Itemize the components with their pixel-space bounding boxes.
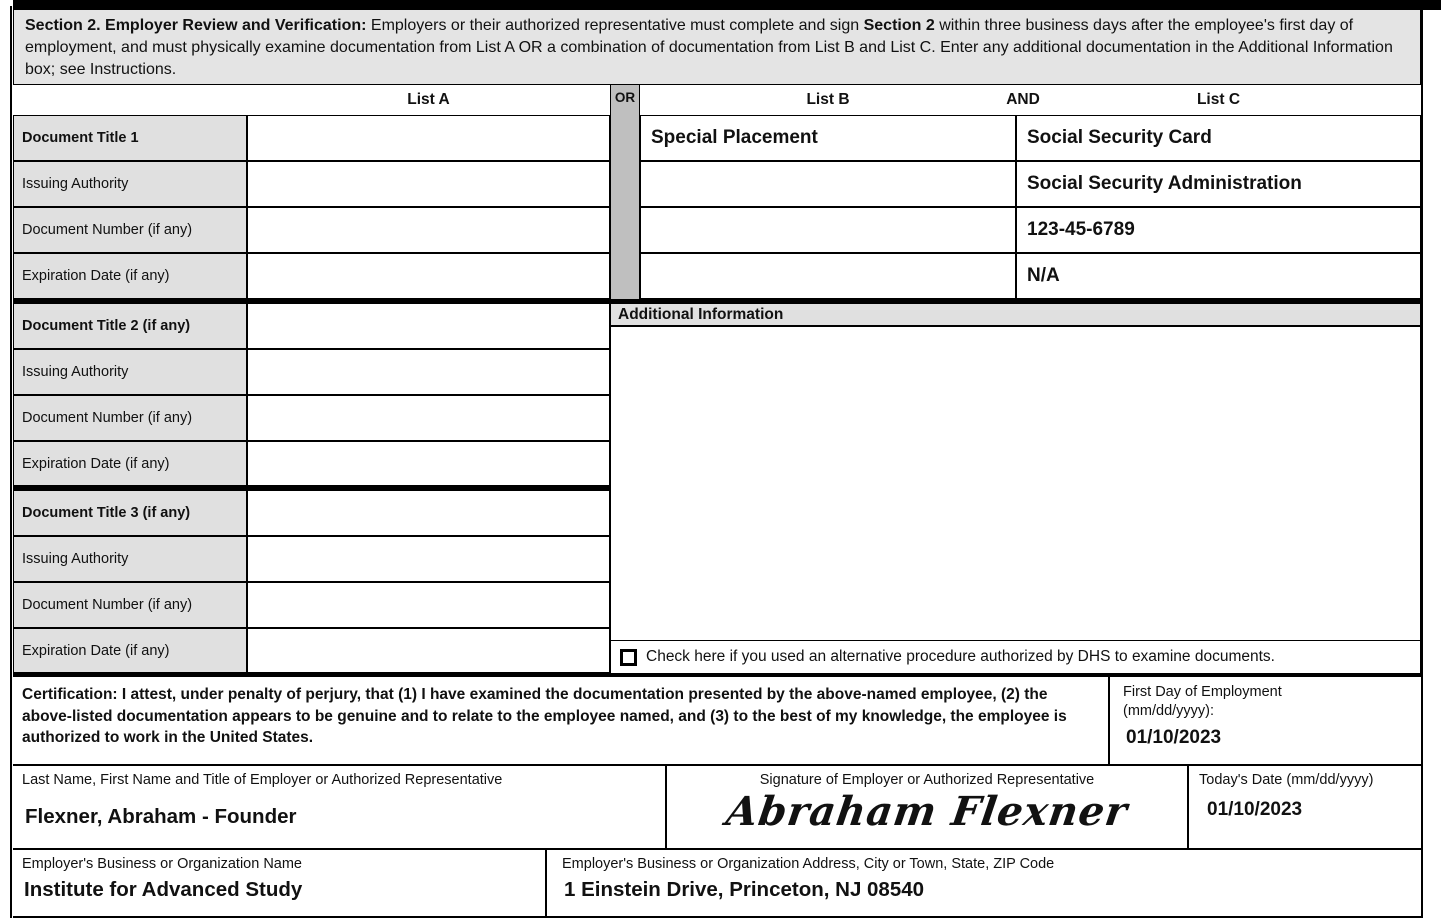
business-info-row <box>13 848 1421 918</box>
business-address-cell <box>545 850 1421 916</box>
employer-name-input[interactable]: Flexner, Abraham - Founder <box>25 805 297 828</box>
top-border-bar <box>13 0 1441 10</box>
list-a-column-header: List A <box>407 91 450 108</box>
first-day-label-line1: First Day of Employment <box>1123 684 1282 700</box>
certification-text: I attest, under penalty of perjury, that (1) I have examined the documentation presented by the above-named employee, (2) the above-listed documentation appears to be genuine and to relate to the employee named, and (3) to the best of my knowledge, the employee is authorized to work in the United States. <box>22 686 1067 746</box>
lista-doc2-title-input[interactable] <box>247 303 610 349</box>
certification-row <box>13 673 1421 764</box>
section2-instructions <box>13 10 1421 85</box>
doc2-title-label: Document Title 2 (if any) <box>13 303 247 349</box>
employer-signature-input[interactable]: Abraham Flexner <box>723 788 1131 835</box>
lista-doc2-issuing-authority-input[interactable] <box>247 349 610 395</box>
employer-name-cell <box>13 766 665 848</box>
list-c-column-header: List C <box>1196 91 1241 108</box>
listc-document-title-input[interactable]: Social Security Card <box>1016 115 1421 161</box>
documents-table <box>13 85 1421 673</box>
lista-doc3-issuing-authority-input[interactable] <box>247 536 610 582</box>
instructions-bold-inline: Section 2 <box>863 17 935 34</box>
todays-date-input[interactable]: 01/10/2023 <box>1207 799 1303 820</box>
lista-doc2-expiration-input[interactable] <box>247 441 610 486</box>
lista-doc1-title-input[interactable] <box>247 115 610 161</box>
instructions-text-2: within three business days after the employee's first day of employment, and must physically examine documentation from List A OR a combination of documentation from List B and List C. Enter any additional documentation in the Additional Information box; see Instructions. <box>25 17 1393 78</box>
listb-document-number-input[interactable] <box>640 207 1016 253</box>
first-day-of-employment-cell <box>1108 677 1421 764</box>
business-name-cell <box>13 850 545 916</box>
lista-doc3-number-input[interactable] <box>247 582 610 628</box>
lista-doc3-expiration-input[interactable] <box>247 628 610 673</box>
business-name-label: Employer's Business or Organization Name <box>22 856 302 872</box>
alternative-procedure-row <box>610 640 1421 673</box>
todays-date-label: Today's Date (mm/dd/yyyy) <box>1199 772 1374 788</box>
additional-information-header: Additional Information <box>610 303 1421 327</box>
doc1-issuing-authority-label: Issuing Authority <box>13 161 247 207</box>
doc2-issuing-authority-label: Issuing Authority <box>13 349 247 395</box>
lista-doc1-issuing-authority-input[interactable] <box>247 161 610 207</box>
listb-expiration-date-input[interactable] <box>640 253 1016 299</box>
listc-expiration-date-input[interactable]: N/A <box>1016 253 1421 299</box>
or-divider-strip: OR <box>610 85 640 299</box>
list-b-column-header: List B <box>806 91 850 108</box>
lista-doc2-number-input[interactable] <box>247 395 610 441</box>
alternative-procedure-checkbox[interactable] <box>620 649 637 666</box>
alternative-procedure-label: Check here if you used an alternative procedure authorized by DHS to examine documents. <box>646 648 1275 665</box>
doc3-number-label: Document Number (if any) <box>13 582 247 628</box>
additional-information-input[interactable] <box>610 327 1421 640</box>
listc-issuing-authority-input[interactable]: Social Security Administration <box>1016 161 1421 207</box>
doc2-number-label: Document Number (if any) <box>13 395 247 441</box>
doc3-title-label: Document Title 3 (if any) <box>13 490 247 536</box>
business-address-input[interactable]: 1 Einstein Drive, Princeton, NJ 08540 <box>564 878 925 901</box>
employer-name-label: Last Name, First Name and Title of Employer or Authorized Representative <box>22 772 503 788</box>
employer-signature-row <box>13 764 1421 848</box>
business-name-input[interactable]: Institute for Advanced Study <box>24 878 303 901</box>
doc1-number-label: Document Number (if any) <box>13 207 247 253</box>
lista-doc1-number-input[interactable] <box>247 207 610 253</box>
form-body <box>13 10 1423 918</box>
doc2-expiration-label: Expiration Date (if any) <box>13 441 247 486</box>
employer-signature-label: Signature of Employer or Authorized Representative <box>759 772 1095 788</box>
and-divider-label: AND <box>1006 91 1040 108</box>
todays-date-cell <box>1187 766 1421 848</box>
employer-signature-cell <box>665 766 1187 848</box>
lista-doc1-expiration-input[interactable] <box>247 253 610 299</box>
listb-document-title-input[interactable]: Special Placement <box>640 115 1016 161</box>
doc3-issuing-authority-label: Issuing Authority <box>13 536 247 582</box>
form-left-border <box>10 6 12 918</box>
business-address-label: Employer's Business or Organization Address, City or Town, State, ZIP Code <box>562 856 1055 872</box>
first-day-of-employment-input[interactable]: 01/10/2023 <box>1126 727 1222 748</box>
listb-issuing-authority-input[interactable] <box>640 161 1016 207</box>
instructions-text-1: Employers or their authorized representative must complete and sign <box>370 17 860 34</box>
doc1-expiration-label: Expiration Date (if any) <box>13 253 247 299</box>
doc1-title-label: Document Title 1 <box>13 115 247 161</box>
section2-title: Section 2. Employer Review and Verification: <box>25 17 367 34</box>
lista-doc3-title-input[interactable] <box>247 490 610 536</box>
doc3-expiration-label: Expiration Date (if any) <box>13 628 247 673</box>
listc-document-number-input[interactable]: 123-45-6789 <box>1016 207 1421 253</box>
certification-label: Certification: <box>22 686 118 703</box>
certification-statement <box>13 677 1108 764</box>
first-day-label-line2: (mm/dd/yyyy): <box>1123 703 1215 719</box>
